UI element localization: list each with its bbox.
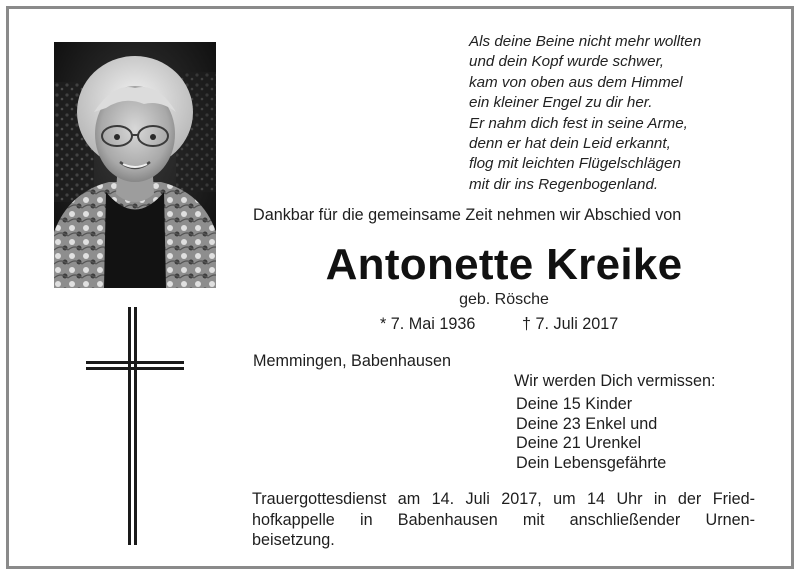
hometown: Memmingen, Babenhausen — [253, 352, 451, 370]
mourners-list — [516, 395, 666, 473]
service-line: Trauergottesdienst am 14. Juli 2017, um 14 Uhr in der Fried- — [252, 490, 755, 508]
funeral-service-notice — [252, 489, 755, 551]
farewell-intro: Dankbar für die gemeinsame Zeit nehmen wir Abschied von — [253, 206, 682, 224]
poem-line: mit dir ins Regenbogenland. — [469, 175, 659, 193]
mourner-line: Deine 21 Urenkel — [516, 434, 642, 452]
mourner-line: Deine 23 Enkel und — [516, 414, 658, 433]
poem-line: flog mit leichten Flügelschlägen — [469, 155, 681, 173]
service-line: beisetzung. — [252, 531, 335, 549]
poem-line: kam von oben aus dem Himmel — [469, 73, 683, 91]
portrait-photo — [54, 42, 216, 288]
memorial-poem — [469, 32, 789, 195]
poem-line: Er nahm dich fest in seine Arme, — [469, 114, 688, 132]
mourner-line: Dein Lebensgefährte — [516, 453, 667, 472]
mourners-heading: Wir werden Dich vermissen: — [514, 372, 716, 390]
maiden-name: geb. Rösche — [459, 291, 549, 308]
poem-line: und dein Kopf wurde schwer, — [469, 53, 665, 71]
birth-date: * 7. Mai 1936 — [380, 315, 476, 333]
service-line: hofkappelle in Babenhausen mit anschließender Urnen- — [252, 510, 755, 529]
poem-line: ein kleiner Engel zu dir her. — [469, 94, 653, 112]
cross-icon — [84, 307, 188, 550]
poem-line: denn er hat dein Leid erkannt, — [469, 135, 671, 153]
mourner-line: Deine 15 Kinder — [516, 395, 633, 413]
death-date: † 7. Juli 2017 — [522, 315, 619, 333]
deceased-name: Antonette Kreike — [325, 240, 683, 289]
poem-line: Als deine Beine nicht mehr wollten — [469, 33, 702, 50]
